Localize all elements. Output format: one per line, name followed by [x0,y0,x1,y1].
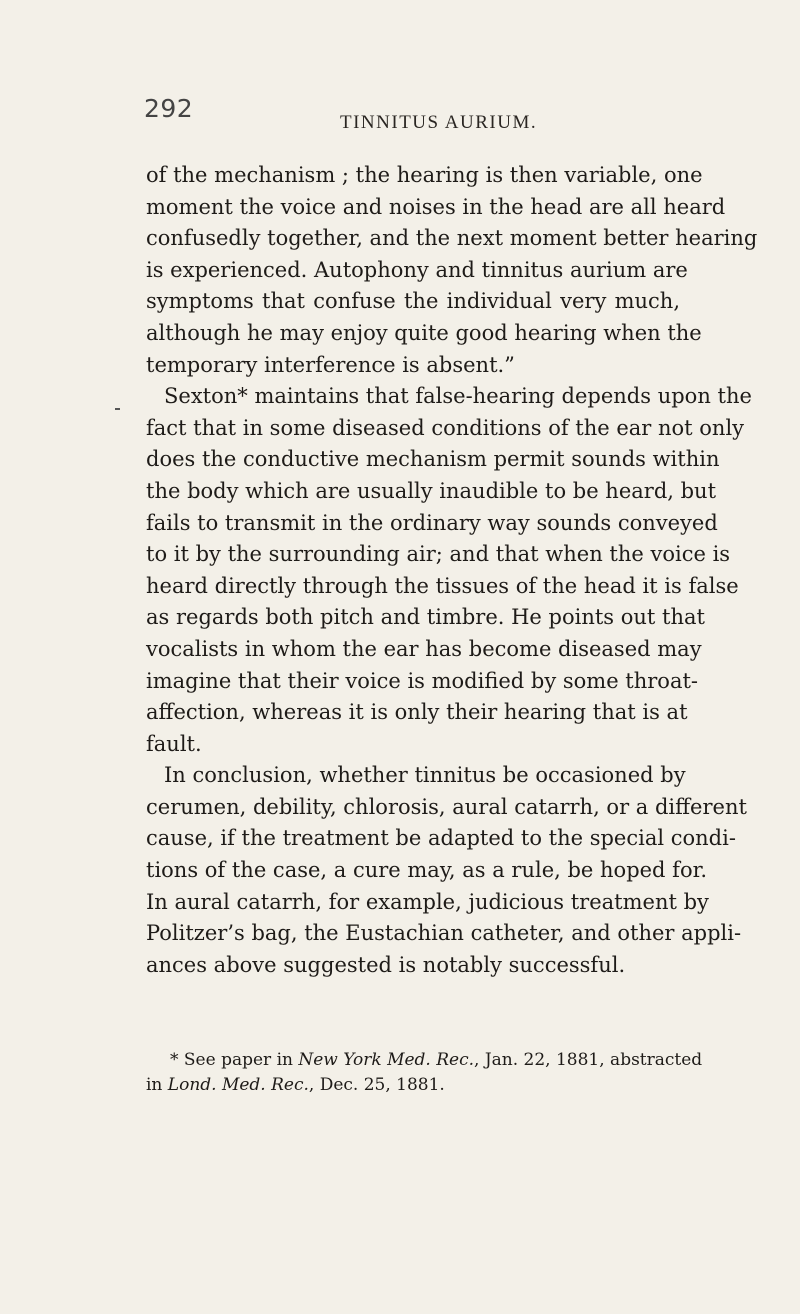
footnote-journal: New York Med. Rec. [298,1050,475,1070]
footnote-prefix: See paper in [183,1050,293,1070]
text-line: confusedly together, and the next moment better hearing [146,226,758,251]
footnote-date: , Jan. 22, 1881, abstracted [474,1050,703,1070]
footnote-journal: Lond. Med. Rec. [167,1075,309,1095]
text-line: tions of the case, a cure may, as a rule, be hoped for. [146,858,708,883]
text-line: fact that in some diseased conditions of the ear not only [146,415,745,440]
text-line: Politzer’s bag, the Eustachian catheter, and other appli- [146,921,742,946]
text-line: although he may enjoy quite good hearing when the [146,320,702,345]
text-line: Sexton* maintains that false-hearing depends upon the [164,384,752,409]
text-line: imagine that their voice is modified by some throat- [146,668,698,693]
body-text [146,160,758,981]
text-line: vocalists in whom the ear has become diseased may [146,636,702,661]
text-line: cause, if the treatment be adapted to the special condi- [146,826,736,851]
text-line: does the conductive mechanism permit sounds within [146,447,720,472]
text-line: of the mechanism ; the hearing is then variable, one [146,163,703,187]
footnote-line [146,1073,688,1098]
text-line: as regards both pitch and timbre. He points out that [146,605,705,630]
text-line: to it by the surrounding air; and that when the voice is [146,542,731,567]
page-number: 292 [144,94,194,123]
footnote-marker: * [170,1050,179,1070]
margin-mark [115,408,120,410]
text-line: cerumen, debility, chlorosis, aural catarrh, or a different [146,794,747,819]
text-line: the body which are usually inaudible to be heard, but [146,478,717,503]
footnote-date: , Dec. 25, 1881. [308,1075,445,1095]
running-head: TINNITUS AURIUM. [340,112,538,133]
text-line: temporary interference is absent.” [146,352,515,377]
text-line: ances above suggested is notably successful. [146,952,626,977]
text-line: affection, whereas it is only their hearing that is at [146,700,688,725]
footnote-line [158,1048,703,1073]
footnote-prefix: in [146,1075,163,1095]
text-line: heard directly through the tissues of the head it is false [146,573,739,598]
text-line: In conclusion, whether tinnitus be occasioned by [164,763,686,788]
text-line: is experienced. Autophony and tinnitus aurium are [146,257,688,282]
text-line: fault. [146,731,202,756]
text-line: symptoms that confuse the individual very much, [146,289,680,314]
text-line: moment the voice and noises in the head are all heard [146,194,726,219]
footnote [146,1048,703,1098]
text-line: In aural catarrh, for example, judicious treatment by [146,889,709,914]
text-line: fails to transmit in the ordinary way sounds conveyed [146,510,718,535]
